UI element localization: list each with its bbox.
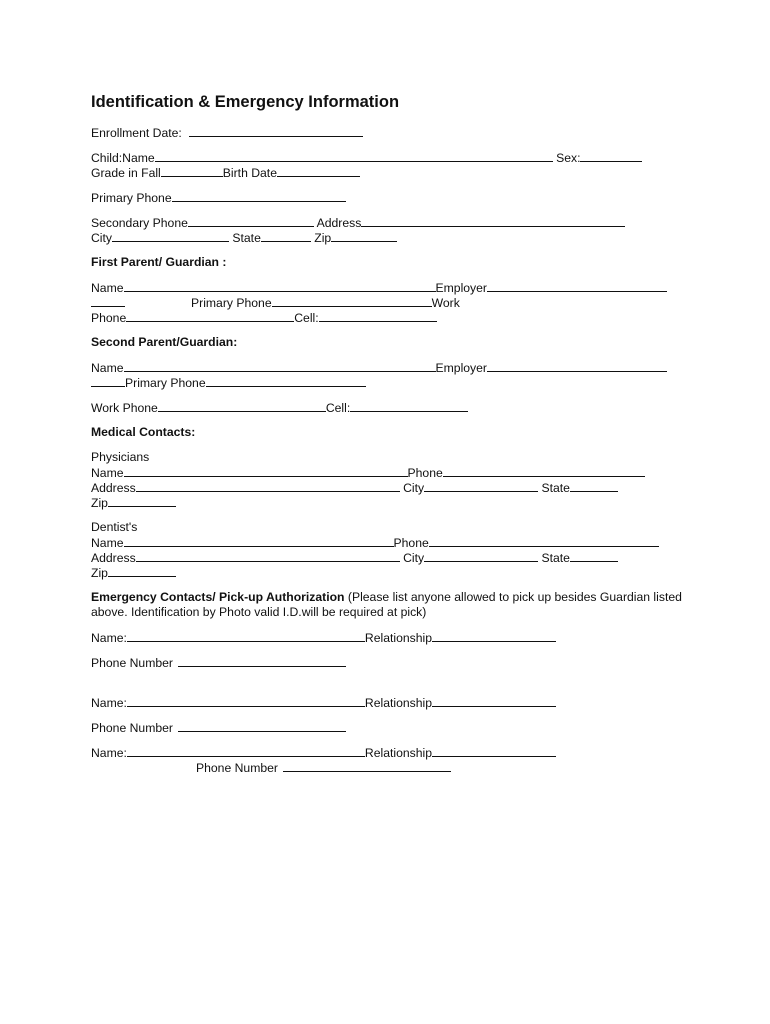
dentist-zip-field[interactable] <box>108 565 176 577</box>
physician-zip-row: Zip <box>91 495 691 510</box>
dentist-city-field[interactable] <box>424 550 538 562</box>
emergency-contact-1-row: Name: Relationship <box>91 630 691 645</box>
dentist-name-row: Name Phone <box>91 535 691 550</box>
emergency-2-relationship-field[interactable] <box>432 695 556 707</box>
first-parent-work-phone-field[interactable] <box>126 310 294 322</box>
emergency-3-relationship-field[interactable] <box>432 745 556 757</box>
first-parent-phone-row: Primary Phone Work <box>91 295 691 310</box>
physician-city-field[interactable] <box>424 480 538 492</box>
second-parent-employer-field-cont[interactable] <box>91 375 125 387</box>
emergency-contact-2-phone-row: Phone Number <box>91 720 691 735</box>
dentist-address-row: Address City State <box>91 550 691 565</box>
dentist-address-field[interactable] <box>136 550 400 562</box>
child-grade-row: Grade in Fall Birth Date <box>91 165 691 180</box>
child-city-field[interactable] <box>112 230 229 242</box>
emergency-1-name-field[interactable] <box>127 630 365 642</box>
dentist-state-field[interactable] <box>570 550 618 562</box>
second-parent-primary-phone-field[interactable] <box>206 375 366 387</box>
emergency-note: (Please list anyone allowed to pick up besides Guardian listed above. Identification by Photo valid I.D.will be required at pick) <box>91 590 682 619</box>
form-page <box>91 92 691 775</box>
second-parent-phone-row: Primary Phone <box>91 375 691 390</box>
child-city-row: City State Zip <box>91 230 691 245</box>
medical-heading: Medical Contacts: <box>91 425 196 439</box>
child-primary-phone-field[interactable] <box>172 190 346 202</box>
child-address-field[interactable] <box>361 215 625 227</box>
dentist-phone-field[interactable] <box>429 535 659 547</box>
child-sex-field[interactable] <box>580 150 642 162</box>
first-parent-name-row: Name Employer <box>91 280 691 295</box>
first-parent-cell-field[interactable] <box>319 310 437 322</box>
first-parent-primary-phone-field[interactable] <box>272 295 432 307</box>
dentist-zip-row: Zip <box>91 565 691 580</box>
emergency-1-relationship-field[interactable] <box>432 630 556 642</box>
first-parent-work-row: Phone Cell: <box>91 310 691 325</box>
child-name-field[interactable] <box>155 150 553 162</box>
emergency-heading-paragraph <box>91 590 691 620</box>
birth-date-field[interactable] <box>277 165 360 177</box>
first-parent-employer-field-cont[interactable] <box>91 295 125 307</box>
second-parent-heading: Second Parent/Guardian: <box>91 335 238 349</box>
child-primary-phone-row: Primary Phone <box>91 190 691 205</box>
emergency-2-phone-field[interactable] <box>178 720 346 732</box>
dentists-label: Dentist's <box>91 520 138 534</box>
child-zip-field[interactable] <box>331 230 397 242</box>
emergency-contact-2-row: Name: Relationship <box>91 695 691 710</box>
emergency-1-phone-field[interactable] <box>178 655 346 667</box>
emergency-heading: Emergency Contacts/ Pick-up Authorization <box>91 590 345 604</box>
physicians-label: Physicians <box>91 450 150 464</box>
physician-state-field[interactable] <box>570 480 618 492</box>
physician-name-row: Name Phone <box>91 465 691 480</box>
page-title: Identification & Emergency Information <box>91 93 400 111</box>
emergency-contact-1-phone-row: Phone Number <box>91 655 691 670</box>
emergency-3-phone-field[interactable] <box>283 760 451 772</box>
emergency-contact-3-row: Name: Relationship <box>91 745 691 760</box>
physician-phone-field[interactable] <box>443 465 645 477</box>
child-name-row: Child:Name Sex: <box>91 150 691 165</box>
second-parent-work-row: Work Phone Cell: <box>91 400 691 415</box>
physician-address-row: Address City State <box>91 480 691 495</box>
child-secondary-phone-row: Secondary Phone Address <box>91 215 691 230</box>
enrollment-date-row: Enrollment Date: <box>91 125 691 140</box>
physician-address-field[interactable] <box>136 480 400 492</box>
second-parent-employer-field[interactable] <box>487 360 667 372</box>
grade-field[interactable] <box>161 165 223 177</box>
child-secondary-phone-field[interactable] <box>188 215 314 227</box>
second-parent-name-row: Name Employer <box>91 360 691 375</box>
child-state-field[interactable] <box>261 230 311 242</box>
emergency-contact-3-phone-row: Phone Number <box>91 760 691 775</box>
emergency-3-name-field[interactable] <box>127 745 365 757</box>
enrollment-date-field[interactable] <box>189 125 363 137</box>
first-parent-name-field[interactable] <box>124 280 436 292</box>
physician-zip-field[interactable] <box>108 495 176 507</box>
emergency-2-name-field[interactable] <box>127 695 365 707</box>
second-parent-cell-field[interactable] <box>350 400 468 412</box>
second-parent-name-field[interactable] <box>124 360 436 372</box>
second-parent-work-phone-field[interactable] <box>158 400 326 412</box>
dentist-name-field[interactable] <box>124 535 394 547</box>
first-parent-employer-field[interactable] <box>487 280 667 292</box>
physician-name-field[interactable] <box>124 465 408 477</box>
first-parent-heading: First Parent/ Guardian : <box>91 255 227 269</box>
